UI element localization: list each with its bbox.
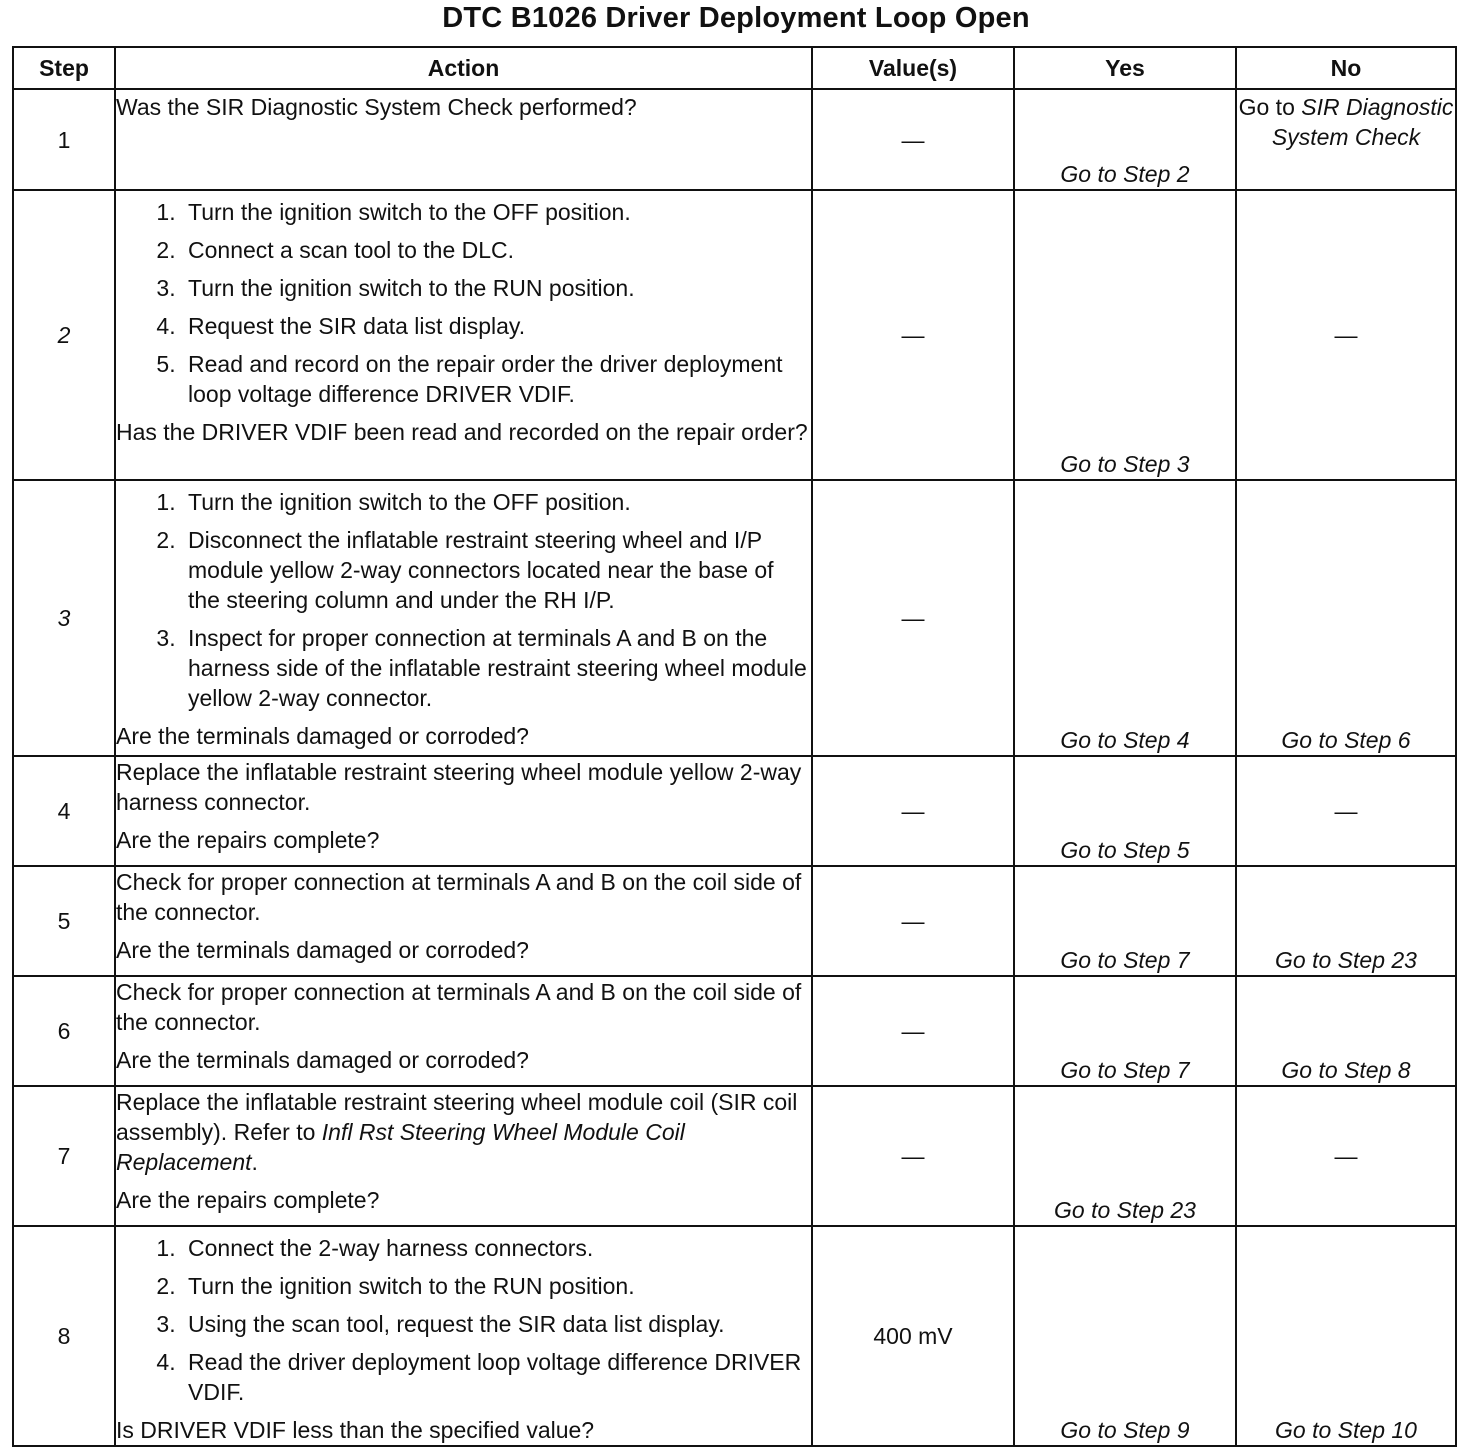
action-step: 4. Request the SIR data list display.: [182, 311, 811, 341]
action-step: 2. Disconnect the inflatable restraint steering wheel and I/P module yellow 2-way connectors located near the base of the steering column and under the RH I/P.: [182, 525, 811, 615]
yes-cell: Go to Step 7: [1014, 976, 1236, 1086]
action-step: 3. Inspect for proper connection at terminals A and B on the harness side of the inflatable restraint steering wheel module yellow 2-way connector.: [182, 623, 811, 713]
no-cell: —: [1236, 756, 1456, 866]
action-text-start: Replace the inflatable restraint steering wheel module coil (SIR coil assembly). Refer to: [116, 1089, 798, 1145]
action-text-end: .: [251, 1149, 258, 1175]
step-number: 4: [13, 756, 115, 866]
action-cell: [115, 190, 812, 480]
no-cell: Go to Step 23: [1236, 866, 1456, 976]
value-cell: —: [812, 976, 1014, 1086]
action-step: 4. Read the driver deployment loop voltage difference DRIVER VDIF.: [182, 1347, 811, 1407]
action-steps-list: [116, 1233, 811, 1407]
header-values: Value(s): [812, 47, 1014, 89]
value-cell: —: [812, 480, 1014, 756]
action-cell: [115, 89, 812, 190]
table-row: [13, 1226, 1456, 1446]
value-cell: —: [812, 1086, 1014, 1226]
table-row: [13, 1086, 1456, 1226]
action-text: Check for proper connection at terminals A and B on the coil side of the connector.: [116, 869, 802, 925]
no-link-reference: SIR Diagnostic System Check: [1271, 94, 1454, 150]
step-number: 2: [13, 190, 115, 480]
step-number: 1: [13, 89, 115, 190]
action-step: 2. Turn the ignition switch to the RUN position.: [182, 1271, 811, 1301]
yes-cell: Go to Step 3: [1014, 190, 1236, 480]
table-row: [13, 89, 1456, 190]
yes-cell: Go to Step 4: [1014, 480, 1236, 756]
action-step: 1. Turn the ignition switch to the OFF position.: [182, 487, 811, 517]
header-no: No: [1236, 47, 1456, 89]
no-cell: Go to Step 6: [1236, 480, 1456, 756]
header-step: Step: [13, 47, 115, 89]
yes-cell: Go to Step 7: [1014, 866, 1236, 976]
table-row: [13, 866, 1456, 976]
step-number: 7: [13, 1086, 115, 1226]
action-question: Are the repairs complete?: [116, 1187, 380, 1213]
action-step: 5. Read and record on the repair order the driver deployment loop voltage difference DRIVER VDIF.: [182, 349, 811, 409]
table-row: [13, 976, 1456, 1086]
action-cell: [115, 480, 812, 756]
action-question: Are the terminals damaged or corroded?: [116, 1047, 529, 1073]
action-cell: [115, 756, 812, 866]
action-step: 1. Turn the ignition switch to the OFF position.: [182, 197, 811, 227]
yes-cell: Go to Step 2: [1014, 89, 1236, 190]
action-cell: [115, 976, 812, 1086]
step-number: 8: [13, 1226, 115, 1446]
action-question: Are the repairs complete?: [116, 827, 380, 853]
action-step: 3. Turn the ignition switch to the RUN position.: [182, 273, 811, 303]
yes-cell: Go to Step 23: [1014, 1086, 1236, 1226]
action-steps-list: [116, 487, 811, 713]
action-question: Was the SIR Diagnostic System Check performed?: [116, 94, 637, 120]
header-yes: Yes: [1014, 47, 1236, 89]
action-text: [116, 1087, 811, 1177]
no-cell: [1236, 89, 1456, 190]
action-step: 1. Connect the 2-way harness connectors.: [182, 1233, 811, 1263]
table-row: [13, 756, 1456, 866]
value-cell: —: [812, 866, 1014, 976]
action-question: Is DRIVER VDIF less than the specified value?: [116, 1417, 595, 1443]
action-cell: [115, 866, 812, 976]
no-cell: Go to Step 10: [1236, 1226, 1456, 1446]
diagnostic-table: [12, 46, 1457, 1447]
yes-cell: Go to Step 5: [1014, 756, 1236, 866]
no-prefix: Go to: [1238, 94, 1302, 120]
table-row: [13, 480, 1456, 756]
action-step: 2. Connect a scan tool to the DLC.: [182, 235, 811, 265]
value-cell: —: [812, 190, 1014, 480]
value-cell: —: [812, 89, 1014, 190]
value-cell: 400 mV: [812, 1226, 1014, 1446]
action-cell: [115, 1086, 812, 1226]
no-cell: Go to Step 8: [1236, 976, 1456, 1086]
no-cell: —: [1236, 1086, 1456, 1226]
action-cell: [115, 1226, 812, 1446]
step-number: 6: [13, 976, 115, 1086]
page-title: DTC B1026 Driver Deployment Loop Open: [442, 2, 1030, 34]
table-row: [13, 190, 1456, 480]
action-question: Has the DRIVER VDIF been read and recorded on the repair order?: [116, 419, 808, 445]
action-text: Check for proper connection at terminals A and B on the coil side of the connector.: [116, 979, 802, 1035]
header-action: Action: [115, 47, 812, 89]
reference-link: Infl Rst Steering Wheel Module Coil Replacement: [116, 1119, 685, 1175]
yes-cell: Go to Step 9: [1014, 1226, 1236, 1446]
step-number: 5: [13, 866, 115, 976]
action-step: 3. Using the scan tool, request the SIR data list display.: [182, 1309, 811, 1339]
action-steps-list: [116, 197, 811, 409]
header-row: [13, 47, 1456, 89]
no-cell: —: [1236, 190, 1456, 480]
step-number: 3: [13, 480, 115, 756]
value-cell: —: [812, 756, 1014, 866]
action-question: Are the terminals damaged or corroded?: [116, 723, 529, 749]
action-text: Replace the inflatable restraint steering wheel module yellow 2-way harness connector.: [116, 759, 802, 815]
action-question: Are the terminals damaged or corroded?: [116, 937, 529, 963]
